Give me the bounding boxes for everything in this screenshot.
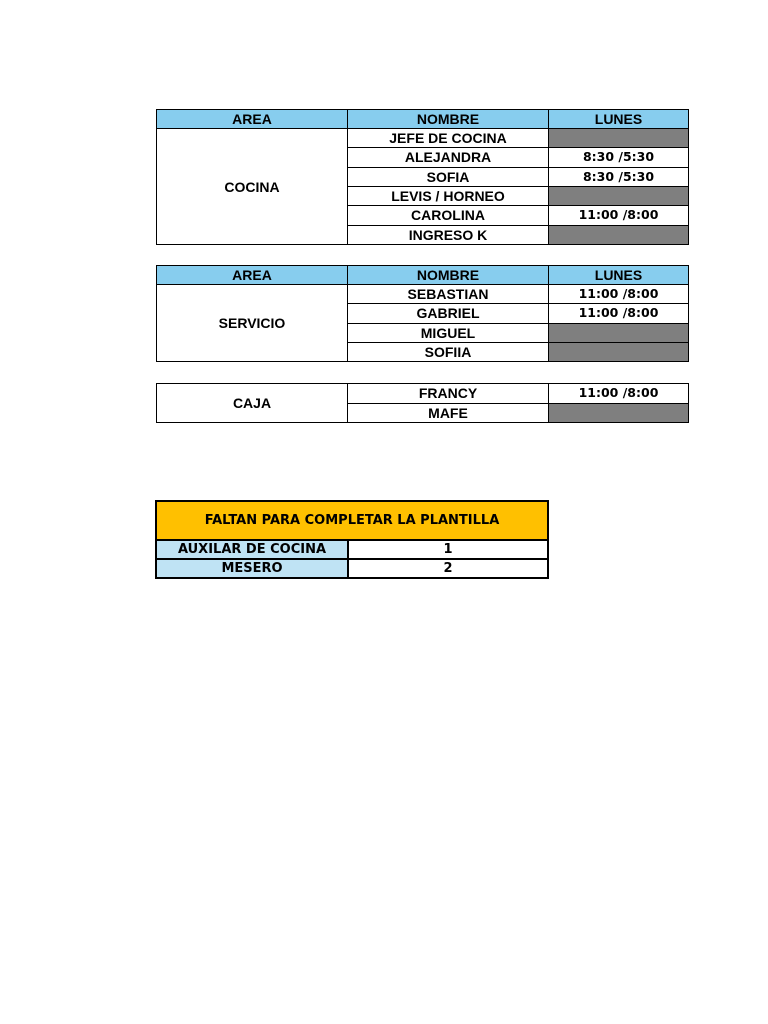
- name-cell: JEFE DE COCINA: [348, 129, 549, 148]
- name-cell: MAFE: [348, 403, 549, 423]
- time-cell-off: [549, 225, 689, 244]
- name-cell: LEVIS / HORNEO: [348, 186, 549, 205]
- area-header: AREA: [157, 266, 348, 285]
- missing-title-row: [156, 501, 548, 540]
- time-cell-off: [549, 323, 689, 342]
- cocina-schedule-table: [156, 109, 689, 245]
- table-row: [156, 540, 548, 559]
- table-row: [157, 285, 689, 304]
- time-cell-off: [549, 129, 689, 148]
- name-cell: GABRIEL: [348, 304, 549, 323]
- servicio-header-row: [157, 266, 689, 285]
- lunes-header: LUNES: [549, 266, 689, 285]
- time-cell: 11:00 /8:00: [549, 206, 689, 225]
- area-cell-servicio: SERVICIO: [157, 285, 348, 362]
- table-row: [157, 129, 689, 148]
- table-row: [157, 384, 689, 404]
- area-cell-caja: CAJA: [157, 384, 348, 423]
- name-cell: CAROLINA: [348, 206, 549, 225]
- caja-schedule-table: [156, 383, 689, 423]
- lunes-header: LUNES: [549, 110, 689, 129]
- area-header: AREA: [157, 110, 348, 129]
- time-cell: 8:30 /5:30: [549, 148, 689, 167]
- time-cell: 11:00 /8:00: [549, 285, 689, 304]
- nombre-header: NOMBRE: [348, 110, 549, 129]
- time-cell-off: [549, 342, 689, 361]
- name-cell: SOFIA: [348, 167, 549, 186]
- table-row: [156, 559, 548, 578]
- missing-staff-table: [155, 500, 549, 579]
- time-cell: 11:00 /8:00: [549, 384, 689, 404]
- area-cell-cocina: COCINA: [157, 129, 348, 245]
- missing-title: FALTAN PARA COMPLETAR LA PLANTILLA: [156, 501, 548, 540]
- name-cell: MIGUEL: [348, 323, 549, 342]
- name-cell: ALEJANDRA: [348, 148, 549, 167]
- missing-count: 2: [348, 559, 548, 578]
- time-cell: 8:30 /5:30: [549, 167, 689, 186]
- missing-count: 1: [348, 540, 548, 559]
- missing-role-label: MESERO: [156, 559, 348, 578]
- time-cell-off: [549, 186, 689, 205]
- cocina-header-row: [157, 110, 689, 129]
- name-cell: SOFIIA: [348, 342, 549, 361]
- name-cell: INGRESO K: [348, 225, 549, 244]
- name-cell: FRANCY: [348, 384, 549, 404]
- missing-role-label: AUXILAR DE COCINA: [156, 540, 348, 559]
- nombre-header: NOMBRE: [348, 266, 549, 285]
- time-cell: 11:00 /8:00: [549, 304, 689, 323]
- servicio-schedule-table: [156, 265, 689, 362]
- time-cell-off: [549, 403, 689, 423]
- name-cell: SEBASTIAN: [348, 285, 549, 304]
